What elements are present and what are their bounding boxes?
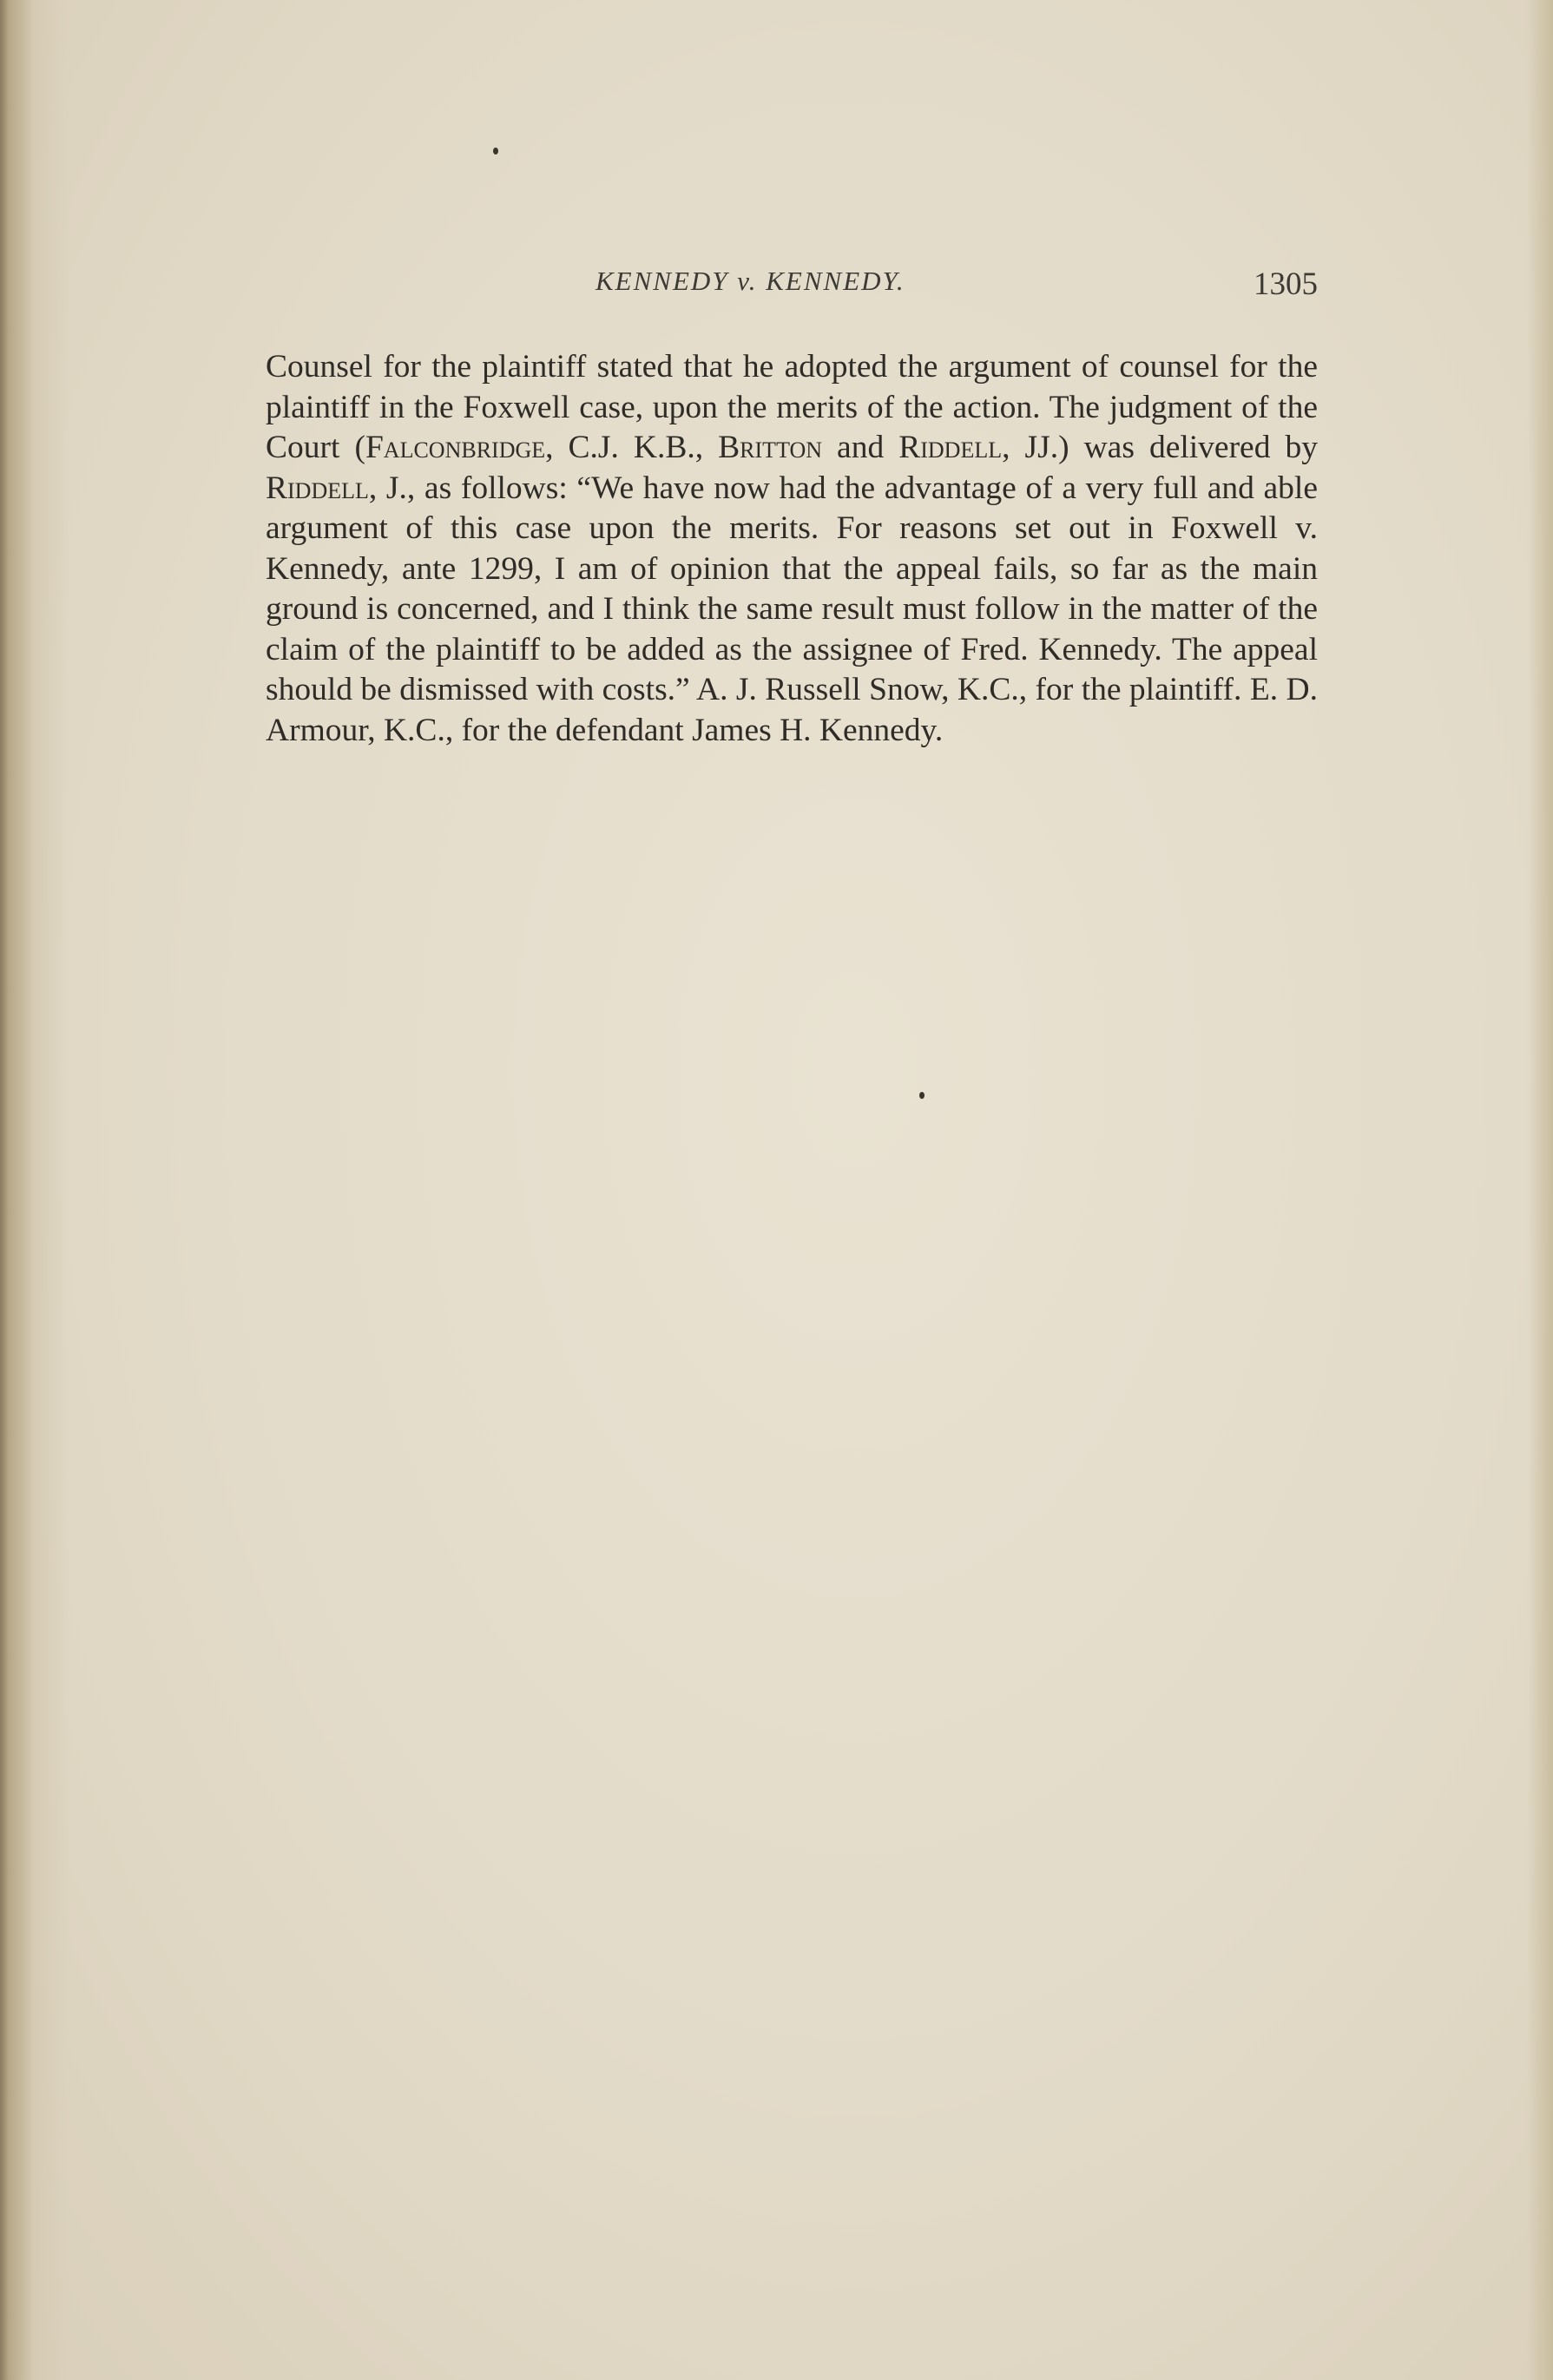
judge-name: Falconbridge	[365, 430, 546, 465]
body-text-segment: and	[822, 430, 899, 465]
body-text-segment: Counsel for the plaintiff stated that he adopted the argument of counsel for the plaintiff in the Foxwell case, upon the merits of the action. The judgment of the Court (	[266, 349, 1318, 465]
running-head	[266, 260, 1318, 312]
page-edge-shadow	[1527, 0, 1553, 2380]
ink-speck	[493, 148, 498, 155]
judge-name: Britton	[718, 430, 823, 465]
page-binding-shadow	[0, 0, 69, 2380]
body-text-segment: , C.J. K.B.,	[545, 430, 719, 465]
body-paragraph	[266, 347, 1318, 751]
judge-name: Riddell	[898, 430, 1003, 465]
judge-name: Riddell	[266, 470, 369, 506]
body-text-segment: , JJ.) was delivered by	[1002, 430, 1318, 465]
ink-speck	[919, 1092, 925, 1099]
page-number: 1305	[1254, 266, 1318, 302]
running-title: KENNEDY v. KENNEDY.	[596, 266, 905, 296]
body-text-segment: , J., as follows: “We have now had the advantage of a very full and able argument of this case upon the merits. For reasons set out in Foxwell v. Kennedy, ante 1299, I am of opinion that the appeal fails, so far as the main ground is concerned, and I think the same result must follow in the matter of the claim of the plaintiff to be added as the assignee of Fred. Kennedy. The appeal should be dismissed with costs.” A. J. Russell Snow, K.C., for the plaintiff. E. D. Armour, K.C., for the defendant James H. Kennedy.	[266, 470, 1318, 748]
